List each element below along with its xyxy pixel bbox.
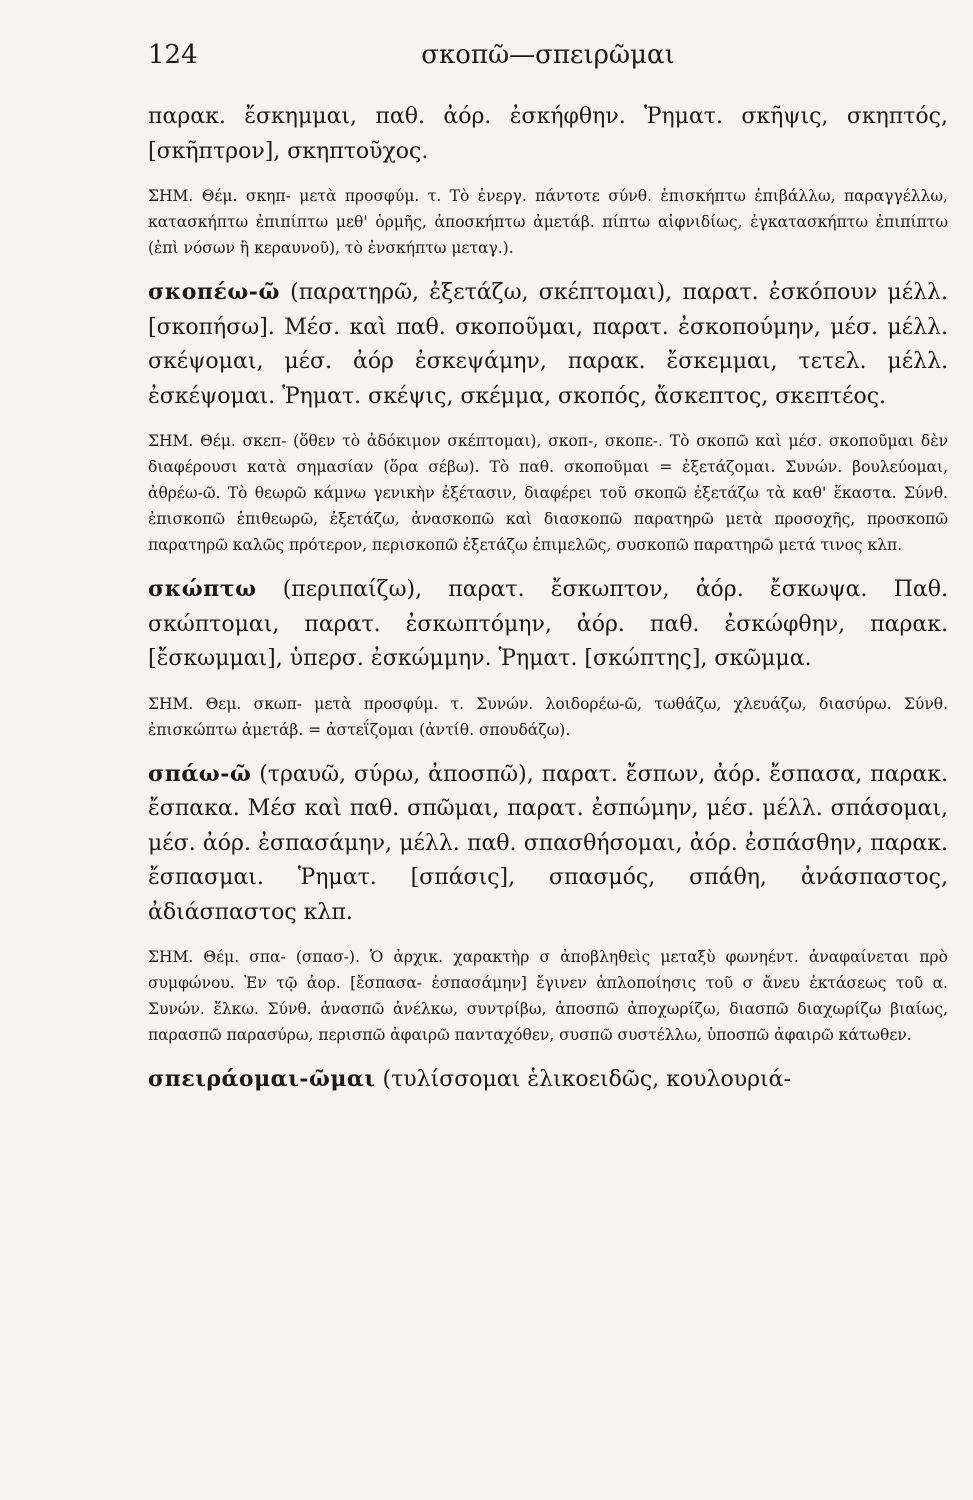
entry-body: (παρατηρῶ, ἐξετάζω, σκέπτομαι), παρατ. ἐσκόπουν μέλλ. [σκοπήσω]. Μέσ. καὶ παθ. σκοποῦμαι, παρατ. ἐσκοπούμην, μέσ. μέλλ. σκέψομαι, μέσ. ἀόρ ἐσκεψάμην, παρακ. ἔσκεμμαι, τετελ. μέλλ. ἐσκέψομαι. Ῥηματ. σκέψις, σκέμμα, σκοπός, ἄσκεπτος, σκεπτέος.: [148, 280, 948, 409]
page-number: 124: [148, 40, 198, 70]
entry-note: ΣΗΜ. Θέμ. σκηπ- μετὰ προσφύμ. τ. Τὸ ἐνεργ. πάντοτε σύνθ. ἐπισκήπτω ἐπιβάλλω, παραγγέλλω, κατασκήπτω ἐπιπίπτω μεθ' ὁρμῆς, ἀποσκήπτω ἀμετάβ. πίπτω αἰφνιδίως, ἐγκατασκήπτω ἐπιπίπτω (ἐπὶ νόσων ἢ κεραυνοῦ), τὸ ἐνσκήπτω μεταγ.).: [148, 187, 948, 257]
entry-body: (τυλίσσομαι ἑλικοειδῶς, κουλουριά-: [382, 1067, 791, 1092]
dictionary-entry: [148, 572, 948, 677]
headword: σκοπέω-ῶ: [148, 279, 280, 305]
headword: σπάω-ῶ: [148, 760, 252, 787]
entry-body: (περιπαίζω), παρατ. ἔσκωπτον, ἀόρ. ἔσκωψα. Παθ. σκώπτομαι, παρατ. ἐσκωπτόμην, ἀόρ. παθ. ἐσκώφθην, παρακ. [ἔσκωμμαι], ὑπερσ. ἐσκώμμην. Ῥηματ. [σκώπτης], σκῶμμα.: [148, 577, 949, 671]
headword: σκώπτω: [148, 576, 257, 602]
entry-note: ΣΗΜ. Θέμ. σπα- (σπασ-). Ὁ ἀρχικ. χαρακτὴρ σ ἀποβληθεὶς μεταξὺ φωνηέντ. ἀναφαίνεται πρὸ συμφώνου. Ἐν τῷ ἀορ. [ἔσπασα- ἐσπασάμην] ἔγινεν ἁπλοποίησις τοῦ σ ἄνευ ἐκτάσεως τοῦ α. Συνών. ἕλκω. Σύνθ. ἀνασπῶ ἀνέλκω, συντρίβω, ἀποσπῶ ἀποχωρίζω, διασπῶ διαχωρίζω βιαίως, παρασπῶ παρασύρω, περισπῶ ἀφαιρῶ πανταχόθεν, συσπῶ συστέλλω, ὑποσπῶ ἀφαιρῶ κάτωθεν.: [148, 948, 948, 1044]
dictionary-page: [148, 40, 948, 1098]
dictionary-entry: [148, 275, 948, 414]
entry-body: (τραυῶ, σύρω, ἀποσπῶ), παρατ. ἔσπων, ἀόρ. ἔσπασα, παρακ. ἔσπακα. Μέσ καὶ παθ. σπῶμαι, παρατ. ἐσπώμην, μέσ. μέλλ. σπάσομαι, μέσ. ἀόρ. ἐσπασάμην, μέλλ. παθ. σπασθήσομαι, ἀόρ. ἐσπάσθην, παρακ. ἔσπασμαι. Ῥηματ. [σπάσις], σπασμός, σπάθη, ἀνάσπαστος, ἀδιάσπαστος κλπ.: [148, 761, 948, 925]
dictionary-entry: [148, 1062, 948, 1098]
page-header: [148, 40, 948, 80]
entry-note: ΣΗΜ. Θέμ. σκεπ- (ὅθεν τὸ ἀδόκιμον σκέπτομαι), σκοπ-, σκοπε-. Τὸ σκοπῶ καὶ μέσ. σκοποῦμαι δὲν διαφέρουσι κατὰ σημασίαν (ὅρα σέβω). Τὸ παθ. σκοποῦμαι = ἐξετάζομαι. Συνών. βουλεύομαι, ἀθρέω-ῶ. Τὸ θεωρῶ κάμνω γενικὴν ἐξέτασιν, διαφέρει τοῦ σκοπῶ ἐξετάζω τὰ καθ' ἕκαστα. Σύνθ. ἐπισκοπῶ ἐπιθεωρῶ, ἐξετάζω, ἀνασκοπῶ καὶ διασκοπῶ παρατηρῶ μετὰ προσοχῆς, προσκοπῶ παρατηρῶ καλῶς πρότερον, περισκοπῶ ἐξετάζω ἐπιμελῶς, συσκοπῶ παρατηρῶ μετά τινος κλπ.: [148, 432, 948, 554]
running-title: σκοπῶ—σπειρῶμαι: [421, 40, 675, 70]
entry-note: ΣΗΜ. Θεμ. σκωπ- μετὰ προσφύμ. τ. Συνών. λοιδορέω-ῶ, τωθάζω, χλευάζω, διασύρω. Σύνθ. ἐπισκώπτω ἀμετάβ. = ἀστεΐζομαι (ἀντίθ. σπουδάζω).: [148, 694, 948, 739]
headword: σπειράομαι-ῶμαι: [148, 1066, 376, 1092]
entry-continuation: παρακ. ἔσκημμαι, παθ. ἀόρ. ἐσκήφθην. Ῥηματ. σκῆψις, σκηπτός, [σκῆπτρον], σκηπτοῦχος.: [148, 104, 948, 164]
dictionary-entry: [148, 757, 948, 931]
